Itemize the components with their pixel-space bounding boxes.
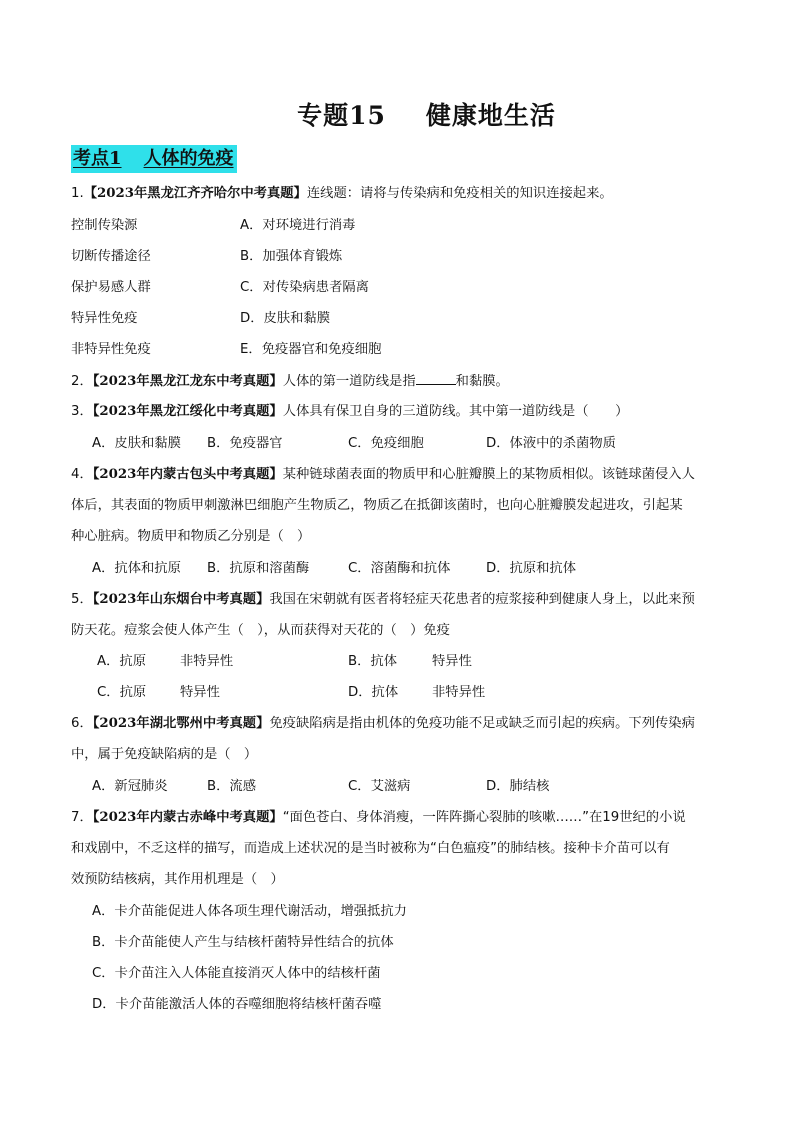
question-number: 1. — [71, 186, 84, 201]
match-right-item: E．免疫器官和免疫细胞 — [240, 342, 382, 357]
option: C．艾滋病 — [348, 779, 411, 794]
option-letter: A．抗原 — [97, 654, 146, 669]
option-value: 非特异性 — [432, 685, 486, 700]
question-source-tag: 【2023年山东烟台中考真题】 — [92, 592, 270, 607]
question-source-tag: 【2023年黑龙江绥化中考真题】 — [92, 404, 283, 419]
question-4-stem — [71, 465, 695, 485]
question-number: 7． — [71, 810, 93, 825]
question-text: 人体具有保卫自身的三道防线。其中第一道防线是（ ） — [282, 404, 629, 419]
match-right-item: C．对传染病患者隔离 — [240, 280, 369, 295]
match-left-item: 非特异性免疫 — [71, 342, 151, 357]
match-left-item: 保护易感人群 — [71, 280, 151, 295]
section-heading — [71, 145, 237, 173]
question-5-stem — [71, 590, 695, 610]
page-title — [0, 96, 793, 132]
question-text: 连线题：请将与传染病和免疫相关的知识连接起来。 — [306, 186, 613, 201]
question-number: 5． — [71, 592, 93, 607]
option-value: 特异性 — [432, 654, 472, 669]
title-sub: 健康地生活 — [425, 101, 556, 130]
question-3-stem — [71, 402, 628, 422]
option: A．卡介苗能促进人体各项生理代谢活动，增强抵抗力 — [92, 904, 407, 919]
option: C．免疫细胞 — [348, 436, 424, 451]
question-text: 我国在宋朝就有医者将轻症天花患者的痘浆接种到健康人身上，以此来预 — [269, 592, 695, 607]
match-right-item: B．加强体育锻炼 — [240, 249, 343, 264]
question-text: 防天花。痘浆会使人体产生（ ），从而获得对天花的（ ）免疫 — [71, 623, 450, 638]
question-1-stem — [71, 184, 613, 204]
option: A．皮肤和黏膜 — [92, 436, 181, 451]
match-right-item: D．皮肤和黏膜 — [240, 311, 331, 326]
question-text: 和黏膜。 — [455, 374, 509, 389]
option: B．抗原和溶菌酶 — [207, 561, 310, 576]
option: C．溶菌酶和抗体 — [348, 561, 451, 576]
option: D．抗原和抗体 — [486, 561, 577, 576]
question-number: 4． — [71, 467, 93, 482]
match-left-item: 特异性免疫 — [71, 311, 138, 326]
option-value: 特异性 — [180, 685, 220, 700]
match-left-item: 切断传播途径 — [71, 249, 151, 264]
option: D．肺结核 — [486, 779, 550, 794]
option: A．新冠肺炎 — [92, 779, 168, 794]
option: D．体液中的杀菌物质 — [486, 436, 616, 451]
question-source-tag: 【2023年内蒙古赤峰中考真题】 — [92, 810, 283, 825]
match-left-item: 控制传染源 — [71, 218, 138, 233]
question-text: 种心脏病。物质甲和物质乙分别是（ ） — [71, 529, 311, 544]
question-7-stem — [71, 808, 686, 828]
option: B．流感 — [207, 779, 257, 794]
question-source-tag: 【2023年内蒙古包头中考真题】 — [92, 467, 283, 482]
option: C．卡介苗注入人体能直接消灭人体中的结核杆菌 — [92, 966, 381, 981]
question-text: 人体的第一道防线是指 — [282, 374, 416, 389]
match-right-item: A．对环境进行消毒 — [240, 218, 356, 233]
option: B．免疫器官 — [207, 436, 283, 451]
option-letter: C．抗原 — [97, 685, 147, 700]
question-text: “面色苍白、身体消瘦，一阵阵撕心裂肺的咳嗽……”在19世纪的小说 — [282, 810, 686, 825]
question-6-stem — [71, 714, 695, 734]
question-source-tag: 【2023年黑龙江齐齐哈尔中考真题】 — [83, 186, 307, 201]
question-text: 免疫缺陷病是指由机体的免疫功能不足或缺乏而引起的疾病。下列传染病 — [269, 716, 695, 731]
question-text: 和戏剧中，不乏这样的描写，而造成上述状况的是当时被称为“白色瘟疫”的肺结核。接种卡介苗可以有 — [71, 841, 670, 856]
option-value: 非特异性 — [180, 654, 234, 669]
title-main: 专题15 — [297, 101, 386, 130]
question-text: 效预防结核病，其作用机理是（ ） — [71, 872, 284, 887]
option: D．卡介苗能激活人体的吞噬细胞将结核杆菌吞噬 — [92, 997, 382, 1012]
question-source-tag: 【2023年湖北鄂州中考真题】 — [92, 716, 270, 731]
question-text: 某种链球菌表面的物质甲和心脏瓣膜上的某物质相似。该链球菌侵入人 — [282, 467, 695, 482]
option-letter: D．抗体 — [348, 685, 399, 700]
question-number: 2． — [71, 374, 93, 389]
option: A．抗体和抗原 — [92, 561, 181, 576]
question-2-stem — [71, 371, 509, 392]
section-label: 考点1 — [73, 148, 122, 169]
question-number: 3． — [71, 404, 93, 419]
option-letter: B．抗体 — [348, 654, 398, 669]
question-source-tag: 【2023年黑龙江龙东中考真题】 — [92, 374, 283, 389]
question-text: 中，属于免疫缺陷病的是（ ） — [71, 747, 258, 762]
question-text: 体后，其表面的物质甲刺激淋巴细胞产生物质乙，物质乙在抵御该菌时，也向心脏瓣膜发起进攻，引起某 — [71, 498, 683, 513]
question-number: 6． — [71, 716, 93, 731]
option: B．卡介苗能使人产生与结核杆菌特异性结合的抗体 — [92, 935, 394, 950]
section-name: 人体的免疫 — [143, 148, 234, 169]
answer-blank[interactable] — [416, 371, 456, 385]
